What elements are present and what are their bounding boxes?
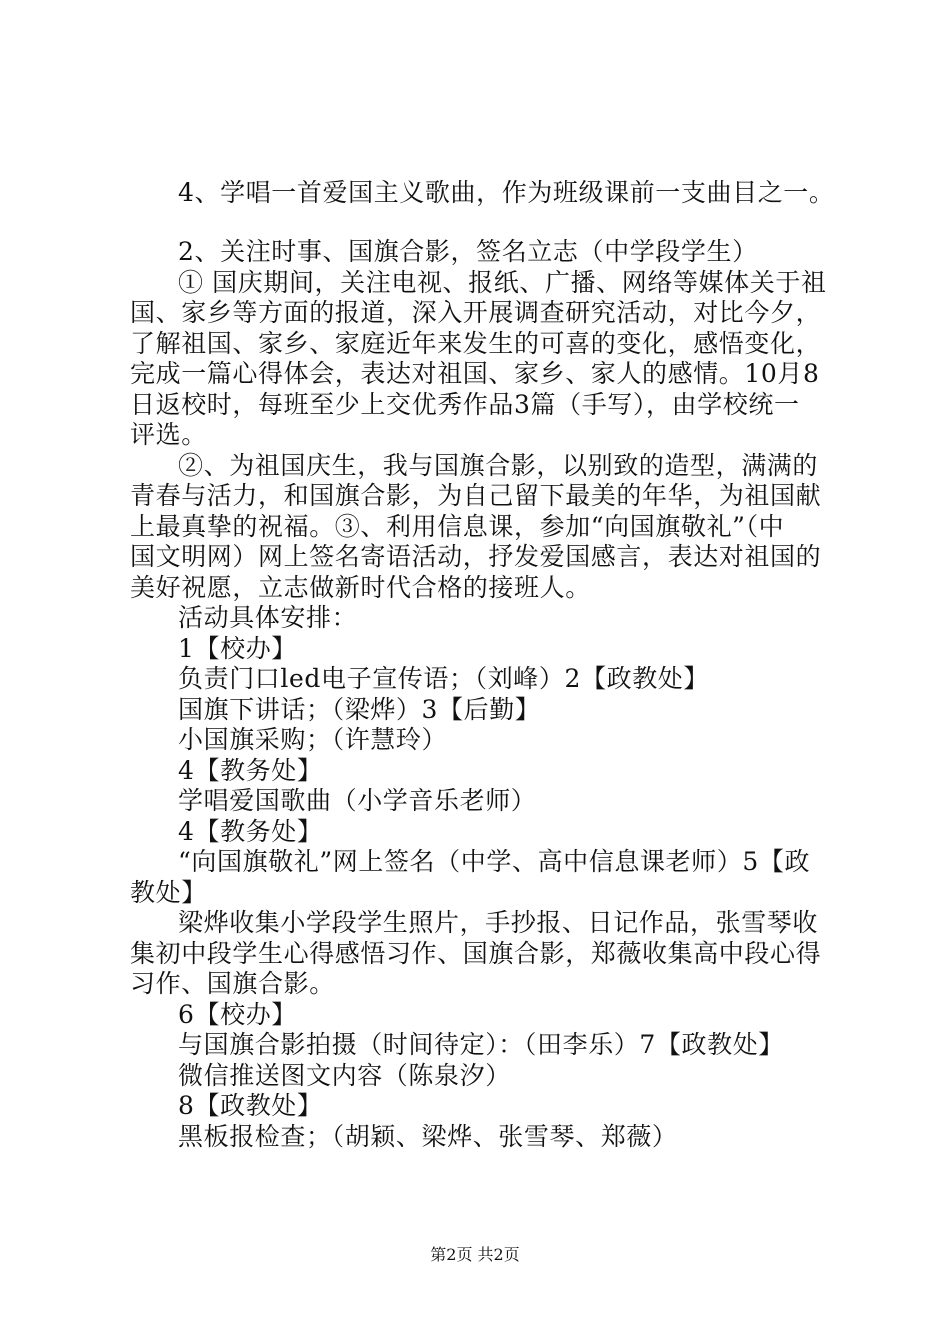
section-heading: 活动具体安排：	[178, 603, 358, 632]
text-line: 黑板报检查；（胡颖、梁烨、张雪琴、郑薇）	[178, 1122, 678, 1151]
text-line: 完成一篇心得体会，表达对祖国、家乡、家人的感情。10月8	[130, 359, 820, 388]
text-line: 与国旗合影拍摄（时间待定）：（田李乐）7【政教处】	[178, 1030, 784, 1059]
text-line: 国、家乡等方面的报道，深入开展调查研究活动，对比今夕，	[130, 298, 822, 327]
text-line: 上最真挚的祝福。③、利用信息课，参加“向国旗敬礼”（中	[130, 512, 785, 541]
text-line: 4【教务处】	[178, 756, 323, 785]
text-line: 评选。	[130, 420, 207, 449]
text-line: “向国旗敬礼”网上签名（中学、高中信息课老师）5【政	[178, 847, 811, 876]
text-line: ① 国庆期间，关注电视、报纸、广播、网络等媒体关于祖	[178, 268, 827, 297]
text-line: 梁烨收集小学段学生照片，手抄报、日记作品，张雪琴收	[178, 908, 819, 937]
text-line: 微信推送图文内容（陈泉汐）	[178, 1061, 511, 1090]
text-line: 8【政教处】	[178, 1091, 323, 1120]
text-line: 国旗下讲话；（梁烨）3【后勤】	[178, 695, 541, 724]
text-line: 小国旗采购；（许慧玲）	[178, 725, 448, 754]
text-line: 习作、国旗合影。	[130, 969, 335, 998]
text-line: 教处】	[130, 878, 207, 907]
text-line: 日返校时，每班至少上交优秀作品3篇（手写），由学校统一	[130, 390, 800, 419]
text-line: 学唱爱国歌曲（小学音乐老师）	[178, 786, 537, 815]
page-number-footer: 第2页 共2页	[430, 1245, 520, 1264]
text-line: 负责门口led电子宣传语；（刘峰）2【政教处】	[178, 664, 710, 693]
text-line: ②、为祖国庆生，我与国旗合影，以别致的造型，满满的	[178, 451, 819, 480]
text-line: 6【校办】	[178, 1000, 297, 1029]
text-line: 国文明网）网上签名寄语活动，抒发爱国感言，表达对祖国的	[130, 542, 822, 571]
text-line: 4、学唱一首爱国主义歌曲，作为班级课前一支曲目之一。	[178, 178, 835, 207]
text-line: 4【教务处】	[178, 817, 323, 846]
text-line: 美好祝愿，立志做新时代合格的接班人。	[130, 573, 591, 602]
text-line: 1【校办】	[178, 634, 297, 663]
section-heading: 2、关注时事、国旗合影，签名立志（中学段学生）	[178, 237, 758, 266]
text-line: 集初中段学生心得感悟习作、国旗合影，郑薇收集高中段心得	[130, 939, 822, 968]
text-line: 青春与活力，和国旗合影，为自己留下最美的年华，为祖国献	[130, 481, 822, 510]
text-line: 了解祖国、家乡、家庭近年来发生的可喜的变化，感悟变化，	[130, 329, 822, 358]
